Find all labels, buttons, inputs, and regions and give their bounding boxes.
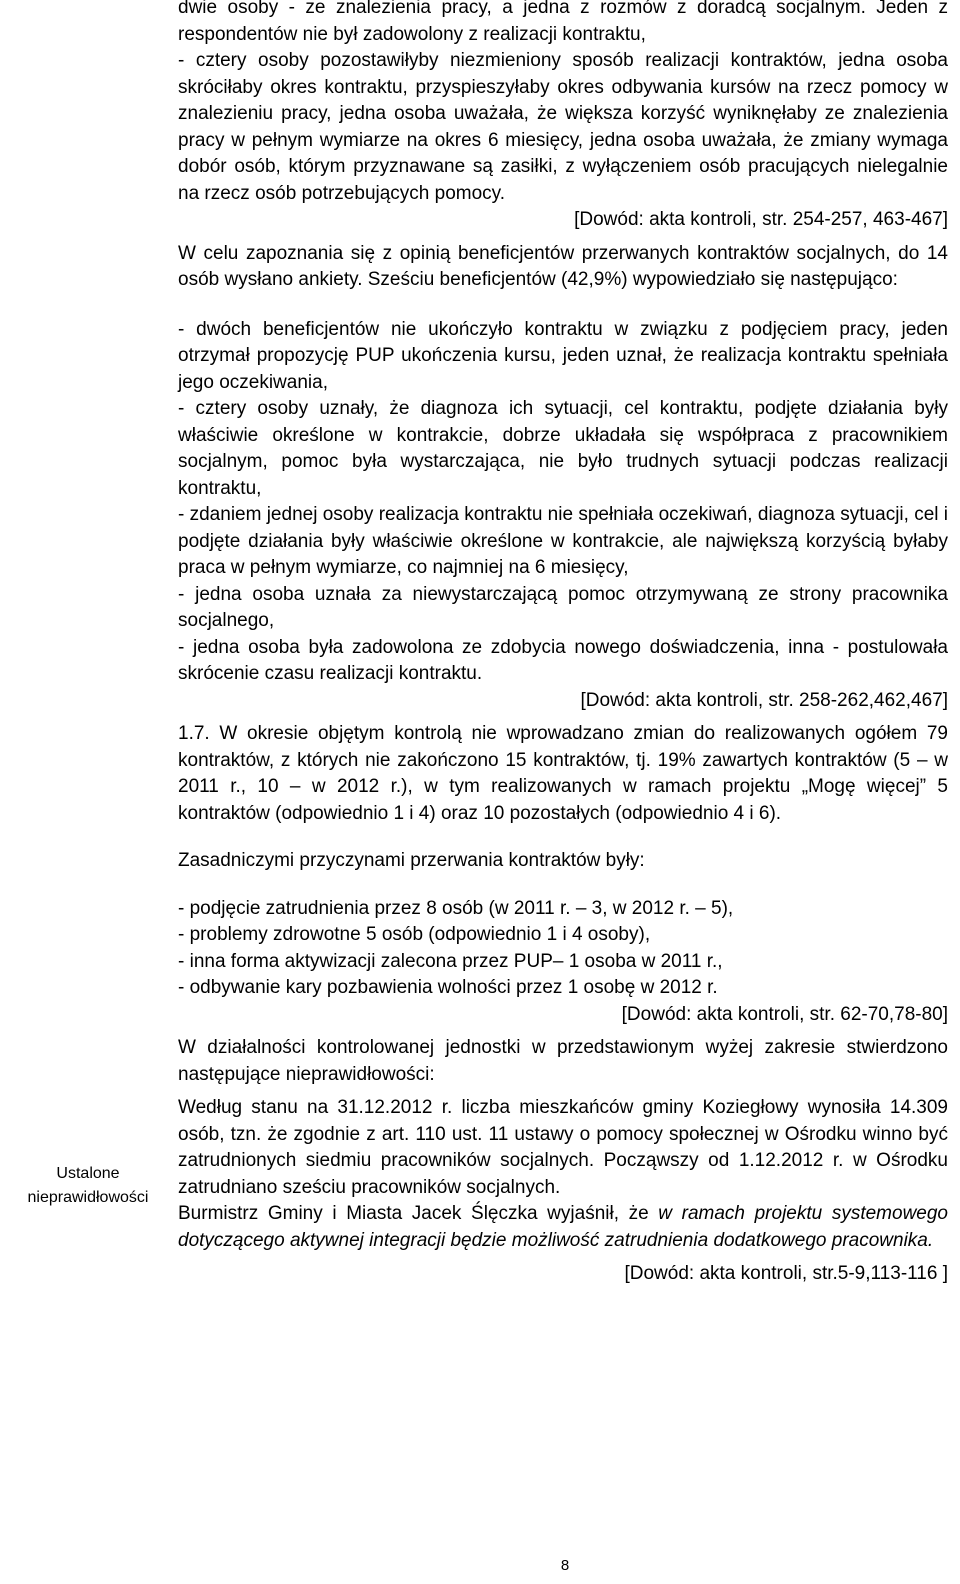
section3-paragraph: 1.7. W okresie objętym kontrolą nie wprowadzano zmian do realizowanych ogółem 79 kontraktów, z których nie zakończono 15 kontraktów, tj. 19% zawartych kontraktów (5 – w 2011 r., 10 – w 2012 r.), w tym realizowanych w ramach projektu „Mogę więcej” 5 kontraktów (odpowiednio 1 i 4) oraz 10 pozostałych (odpowiednio 4 i 6). — [178, 723, 948, 824]
section4-paragraph2 — [178, 1201, 948, 1254]
survey-item: - cztery osoby uznały, że diagnoza ich sytuacji, cel kontraktu, podjęte działania były właściwie określone w kontrakcie, dobrze układała się współpraca z pracownikiem socjalnym, pomoc była wystarczająca, nie było trudnych sytuacji podczas realizacji kontraktu, — [178, 398, 948, 499]
section3-evidence-reference: [Dowód: akta kontroli, str. 62-70,78-80] — [621, 1003, 948, 1025]
survey-item: - zdaniem jednej osoby realizacja kontraktu nie spełniała oczekiwań, diagnoza sytuacji, cel i podjęte działania były właściwie określone w kontrakcie, ale największą korzyścią byłaby praca w pełnym wymiarze, co najmniej na 6 miesięcy, — [178, 504, 948, 578]
survey-item: - dwóch beneficjentów nie ukończyło kontraktu w związku z podjęciem pracy, jeden otrzymał propozycję PUP ukończenia kursu, jeden uznał, że realizacja kontraktu spełniała jego oczekiwania, — [178, 318, 948, 393]
explanation-text: Burmistrz Gminy i Miasta Jacek Ślęczka wyjaśnił, że — [178, 1203, 659, 1224]
section4-evidence-reference: [Dowód: akta kontroli, str.5-9,113-116 ] — [624, 1263, 948, 1284]
explanation-quote: w ramach projektu systemowego dotyczącego aktywnej integracji będzie możliwość zatrudnienia dodatkowego pracownika. — [178, 1203, 948, 1251]
side-heading-line1: Ustalone — [56, 1165, 120, 1182]
reason-item: - inna forma aktywizacji zalecona przez PUP– 1 osoba w 2011 r., — [178, 950, 723, 972]
survey-item: - jedna osoba była zadowolona ze zdobycia nowego doświadczenia, inna - postulowała skrócenie czasu realizacji kontraktu. — [178, 636, 948, 684]
section1-evidence-reference: [Dowód: akta kontroli, str. 254-257, 463-467] — [574, 209, 948, 230]
section4-intro: W działalności kontrolowanej jednostki w przedstawionym wyżej zakresie stwierdzono następujące nieprawidłowości: — [178, 1037, 948, 1085]
section2-intro: W celu zapoznania się z opinią beneficjentów przerwanych kontraktów socjalnych, do 14 osób wysłano ankiety. Sześciu beneficjentów (42,9%) wypowiedziało się następująco: — [178, 242, 948, 290]
page-number: 8 — [560, 1557, 570, 1574]
reason-item: - problemy zdrowotne 5 osób (odpowiednio 1 i 4 osoby), — [178, 924, 651, 945]
side-heading-line2: nieprawidłowości — [27, 1189, 149, 1206]
section2-evidence-reference: [Dowód: akta kontroli, str. 258-262,462,467] — [580, 689, 948, 711]
irregularities-side-heading — [0, 1162, 176, 1210]
document-body — [178, 0, 948, 1288]
reason-item: - podjęcie zatrudnienia przez 8 osób (w 2011 r. – 3, w 2012 r. – 5), — [178, 897, 734, 919]
section4-paragraph1: Według stanu na 31.12.2012 r. liczba mieszkańców gminy Koziegłowy wynosiła 14.309 osób, tzn. że zgodnie z art. 110 ust. 11 ustawy o pomocy społecznej w Ośrodku winno być zatrudnionych siedmiu pracowników socjalnych. Począwszy od 1.12.2012 r. w Ośrodku zatrudniano sześciu pracowników socjalnych. — [178, 1097, 948, 1198]
reasons-heading: Zasadniczymi przyczynami przerwania kontraktów były: — [178, 850, 645, 871]
reason-item: - odbywanie kary pozbawienia wolności przez 1 osobę w 2012 r. — [178, 977, 718, 998]
section1-paragraph2: - cztery osoby pozostawiłyby niezmieniony sposób realizacji kontraktów, jedna osoba skróciłaby okres kontraktu, przyspieszyłaby okres odbywania kursów na rzecz pomocy w znalezieniu pracy, jedna osoba uważała, że większa korzyść wyniknęłaby ze znalezienia pracy w pełnym wymiarze na okres 6 miesięcy, jedna osoba uważała, że zmiany wymaga dobór osób, którym przyznawane są zasiłki, z wyłączeniem osób pracujących nielegalnie na rzecz osób potrzebujących pomocy. — [178, 50, 948, 204]
section1-paragraph1: dwie osoby - ze znalezienia pracy, a jedna z rozmów z doradcą socjalnym. Jeden z respondentów nie był zadowolony z realizacji kontraktu, — [178, 0, 948, 45]
survey-item: - jedna osoba uznała za niewystarczającą pomoc otrzymywaną ze strony pracownika socjalnego, — [178, 583, 948, 631]
